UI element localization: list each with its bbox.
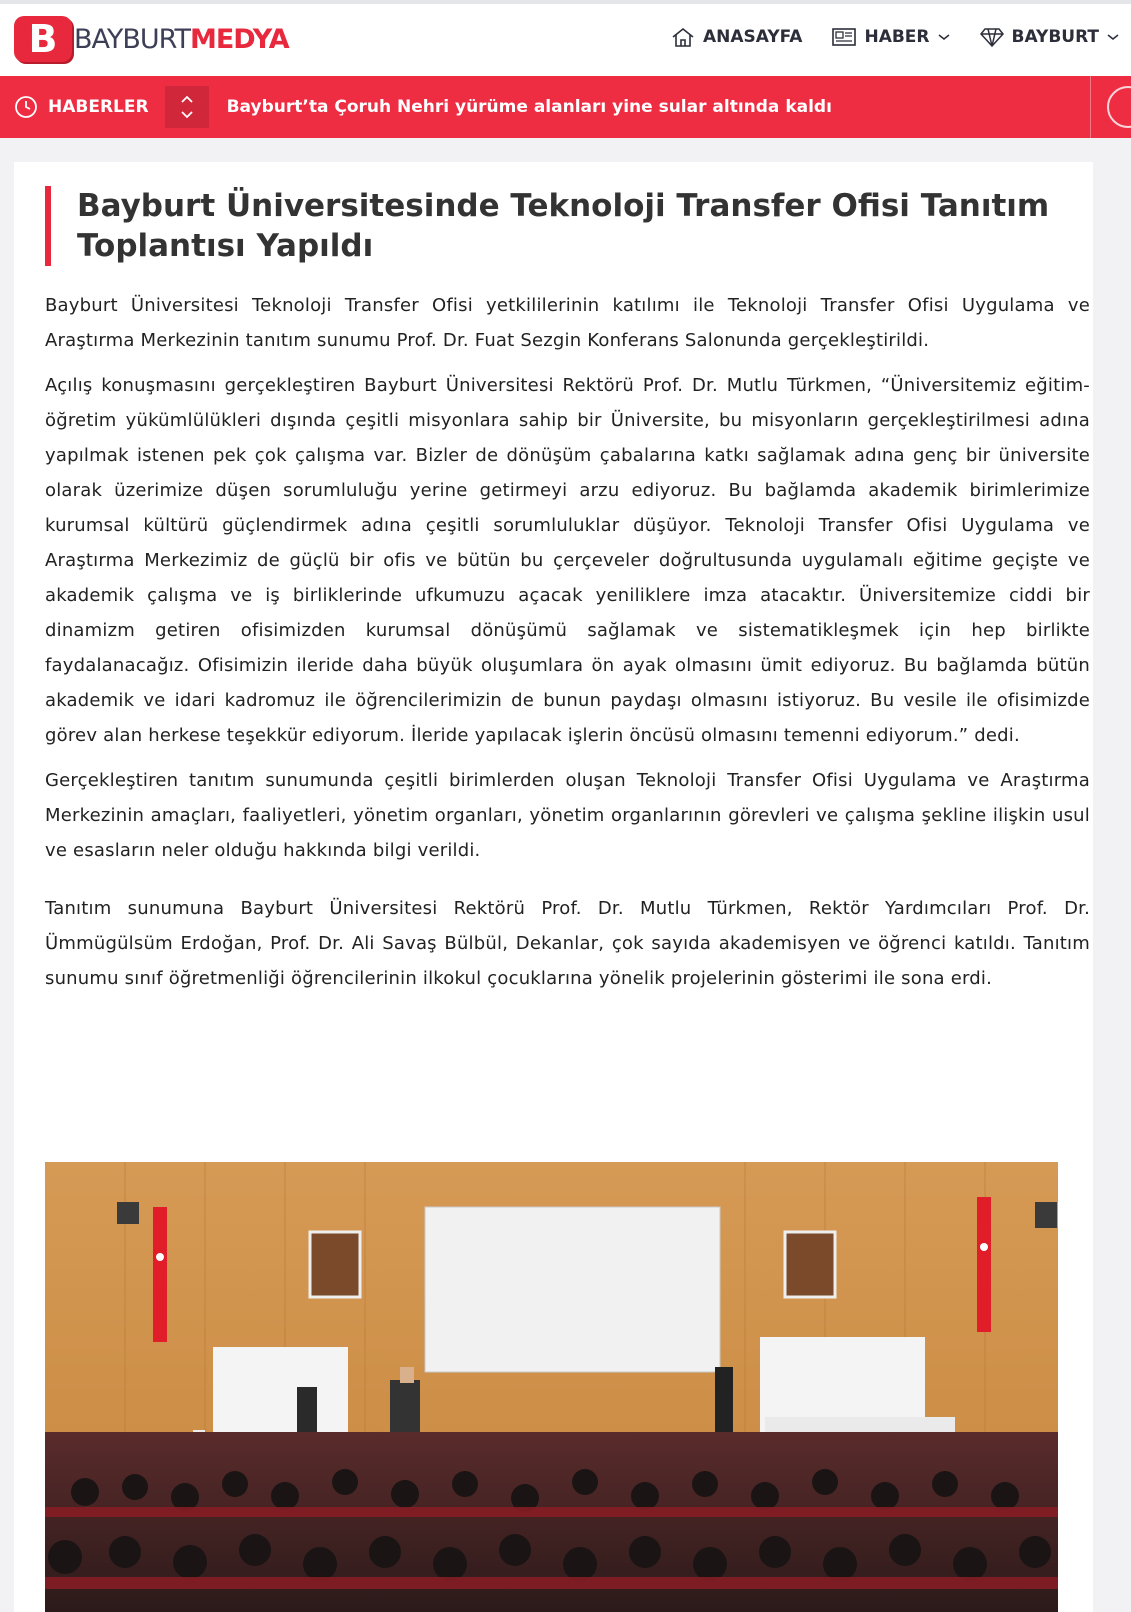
nav-item-anasayfa[interactable] [671,26,802,48]
article-body [45,288,1090,996]
nav-label: HABER [864,27,930,47]
ticker-arrows[interactable] [165,86,209,128]
article-paragraph: Gerçekleştiren tanıtım sunumunda çeşitli birimlerden oluşan Teknoloji Transfer Ofisi Uygulama ve Araştırma Merkezinin amaçları, faaliyetleri, yönetim organları, yönetim organlarının görevleri ve çalışma şekline ilişkin usul ve esasların neler olduğu hakkında bilgi verildi. [45,770,1090,861]
nav-label: ANASAYFA [703,27,803,47]
ticker-label-text: HABERLER [48,97,149,117]
article-paragraph: Bayburt Üniversitesi Teknoloji Transfer Ofisi yetkililerinin katılımı ile Teknoloji Transfer Ofisi Uygulama ve Araştırma Merkezinin tanıtım sunumu Prof. Dr. Fuat Sezgin Konferans Salonunda gerçekleştirildi. [45,295,1090,351]
logo-name-primary: BAYBURT [74,23,190,55]
newspaper-icon [832,27,856,47]
logo-mark: B [14,16,72,62]
article-paragraph: Açılış konuşmasını gerçekleştiren Bayburt Üniversitesi Rektörü Prof. Dr. Mutlu Türkmen, “Üniversitemiz eğitim-öğretim yükümlülükleri dışında çeşitli misyonlara sahip bir Üniversite, bu misyonların gerçekleştirilmesi adına yapılmak istenen pek çok çalışma var. Bizler de dönüşüm çabalarına katkı sağlamak adına genç bir üniversite olarak üzerimize düşen sorumluluğu yerine getirmeyi arzu ediyoruz. Bu bağlamda akademik birimlerimize kurumsal kültürü güçlendirmek adına çeşitli sorumluluklar düşüyor. Teknoloji Transfer Ofisi Uygulama ve Araştırma Merkezimiz de güçlü bir ofis ve bütün bu çerçeveler doğrultusunda uygulamalı eğitime geçişte ve akademik çalışma ve iş birliklerinde ufkumuzu açacak yeniliklere imza atacaktır. Üniversitemize ciddi bir dinamizm getiren ofisimizden kurumsal dönüşümü sağlamak ve sistematikleşmek için hep birlikte faydalanacağız. Ofisimizin ileride daha büyük oluşumlara ön ayak olmasını ümit ediyoruz. Bu bağlamda bütün akademik ve idari kadromuz ile öğrencilerimizin de bunun paydaşı olmasını istiyoruz. Bu vesile ile ofisimizde görev alan herkese teşekkür ediyorum. İleride yapılacak işlerin öncüsü olmasını temenni ediyorum.” dedi. [45,375,1090,746]
logo-name-accent: MEDYA [189,23,289,55]
site-header [0,4,1131,76]
chevron-down-icon [1107,33,1119,41]
logo-wordmark [74,24,289,55]
site-logo[interactable] [14,16,289,62]
ticker-headline[interactable]: Bayburt’ta Çoruh Nehri yürüme alanları yine sular altında kaldı [226,97,832,117]
main-nav [671,26,1119,48]
diamond-icon [980,27,1004,47]
article-paragraph: Tanıtım sunumuna Bayburt Üniversitesi Rektörü Prof. Dr. Mutlu Türkmen, Rektör Yardımcıları Prof. Dr. Ümmügülsüm Erdoğan, Prof. Dr. Ali Savaş Bülbül, Dekanlar, çok sayıda akademisyen ve öğrenci katıldı. Tanıtım sunumu sınıf öğretmenliği öğrencilerinin ilkokul çocuklarına yönelik projelerinin gösterimi ile sona erdi. [45,898,1090,989]
news-ticker [0,76,1131,138]
ticker-control-icon[interactable] [1107,86,1131,128]
article-title-block [45,186,1073,266]
conference-hall-image [45,1162,1058,1612]
article-photo [45,1162,1058,1612]
clock-icon [14,95,38,119]
nav-item-bayburt[interactable] [980,26,1119,48]
article-title: Bayburt Üniversitesinde Teknoloji Transfer Ofisi Tanıtım Toplantısı Yapıldı [77,188,1050,264]
ticker-divider [1090,76,1091,138]
up-down-arrows-icon [179,94,195,120]
nav-item-haber[interactable] [832,26,949,48]
home-icon [671,26,695,48]
nav-label: BAYBURT [1011,27,1099,47]
chevron-down-icon [938,33,950,41]
article-card [14,162,1093,1612]
ticker-label [0,95,149,119]
